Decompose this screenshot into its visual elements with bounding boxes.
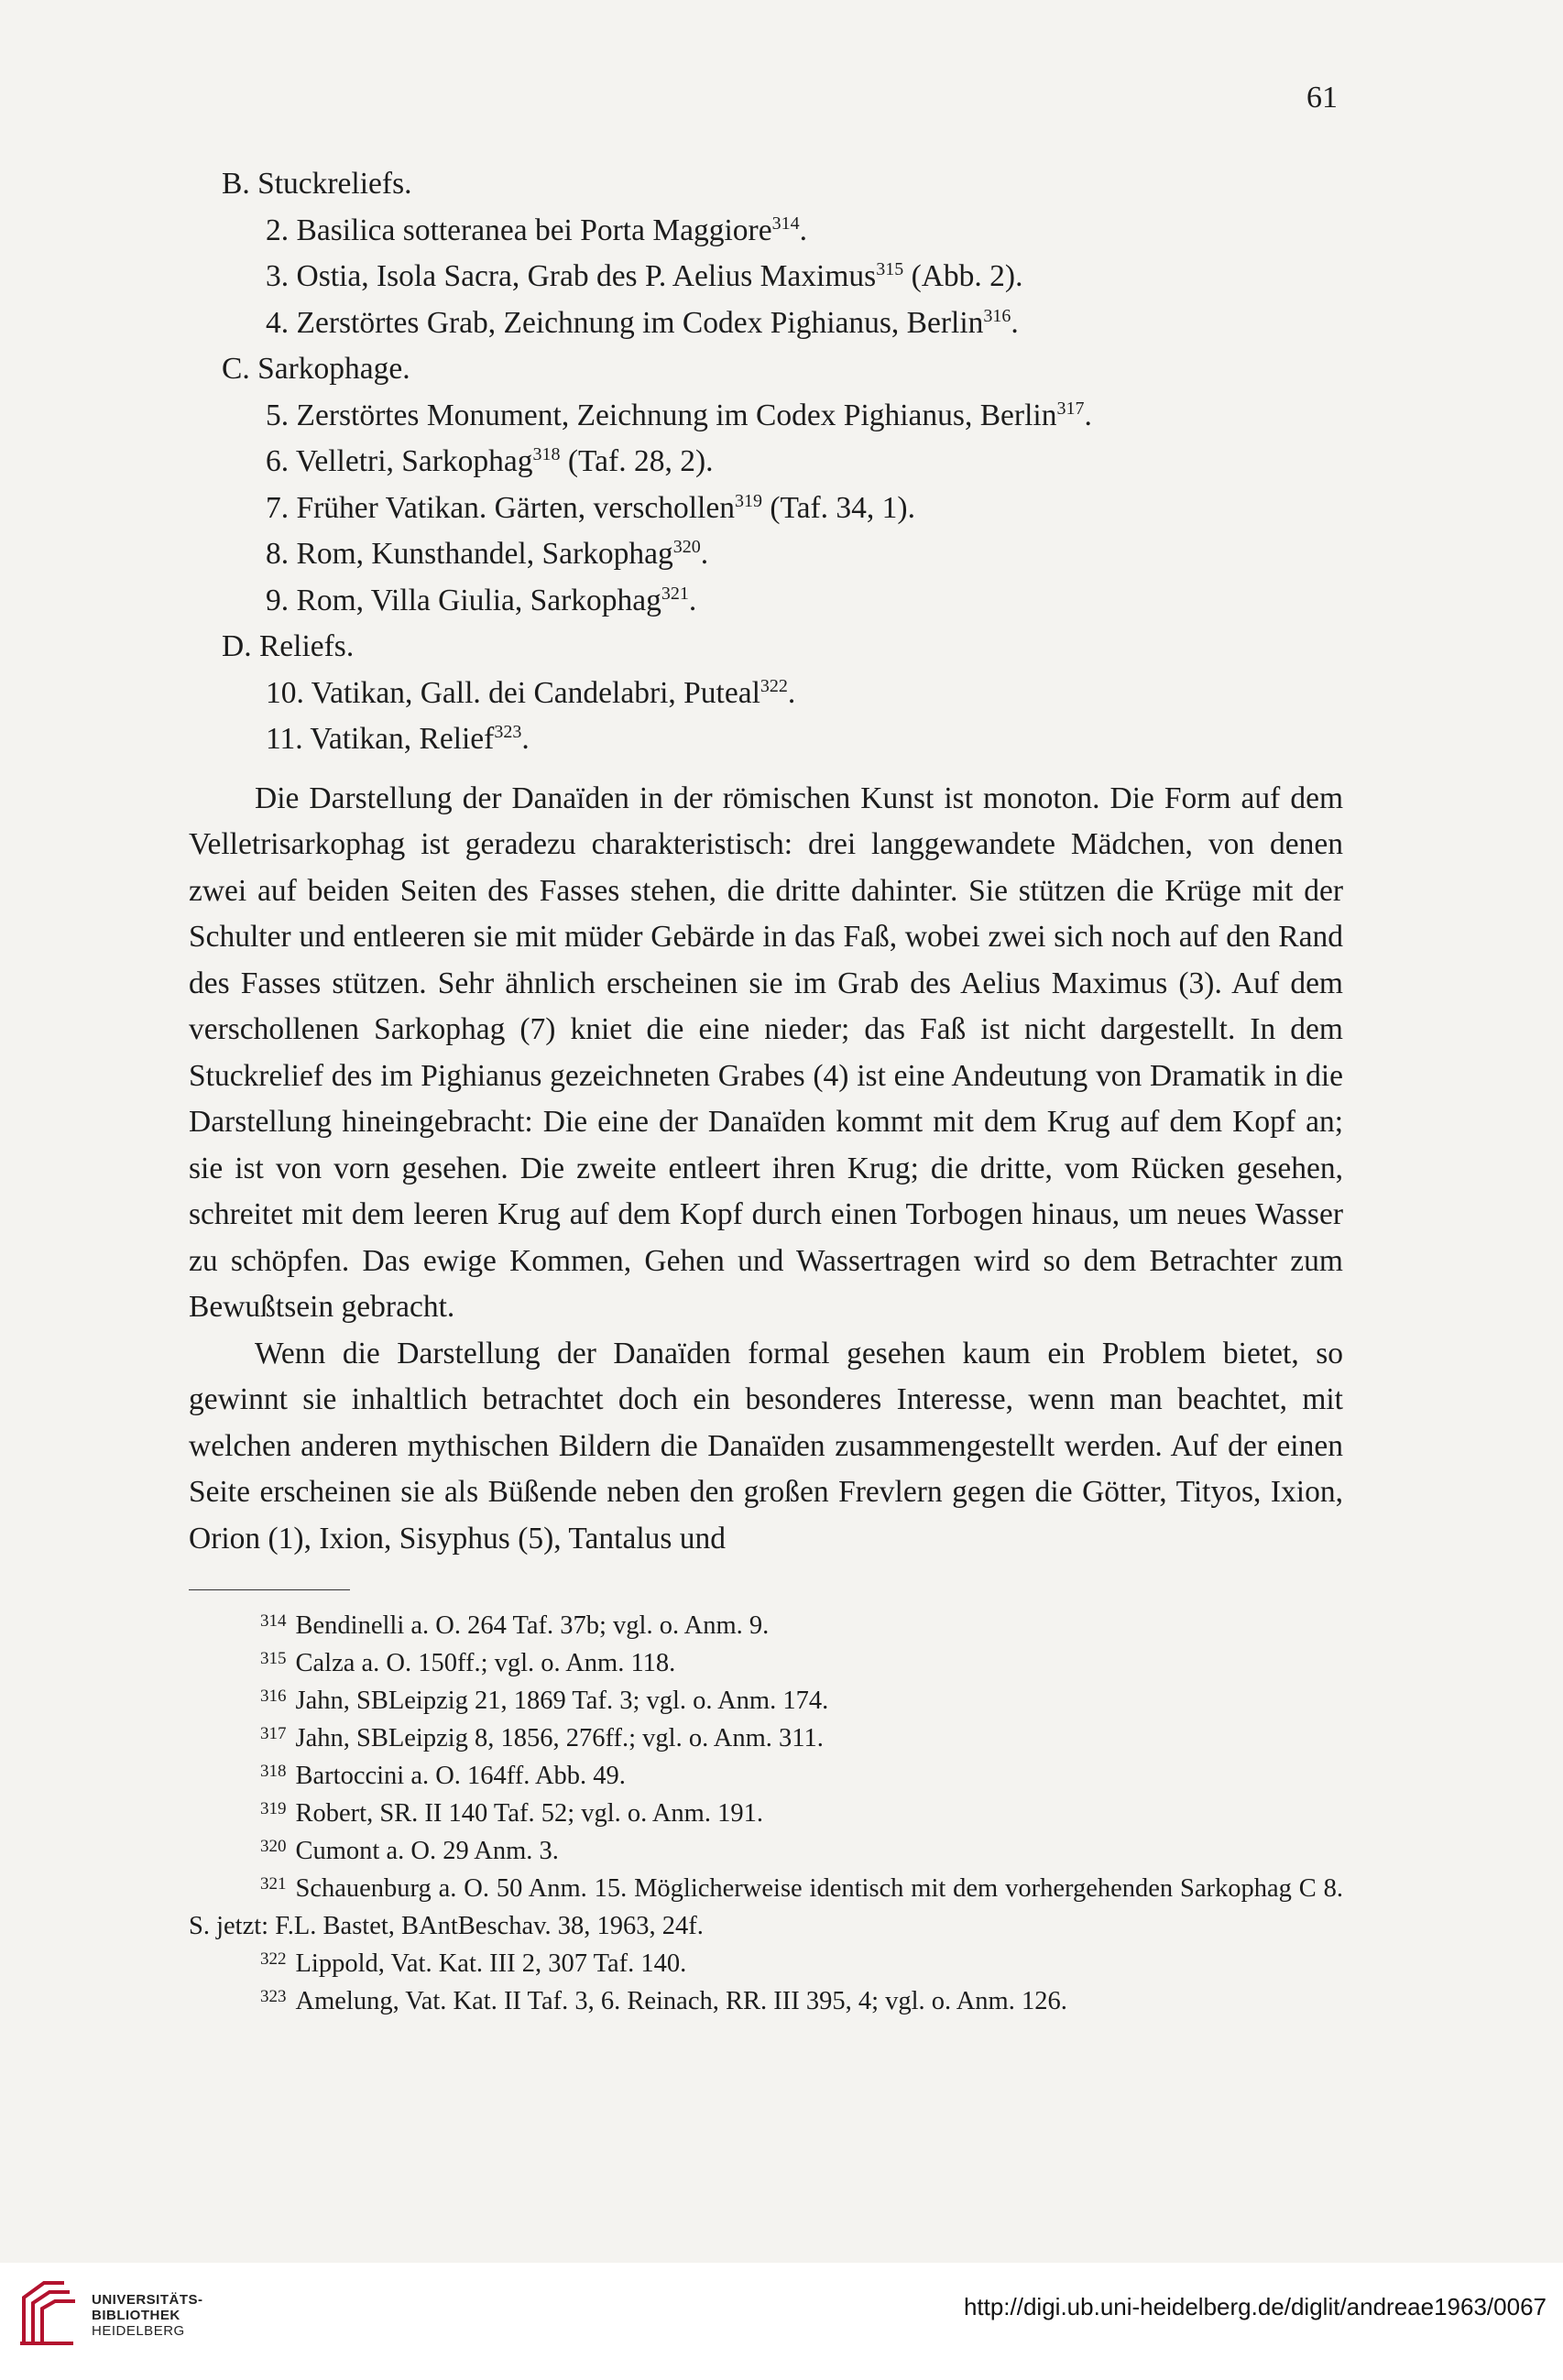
footnote-ref: 322	[760, 675, 788, 696]
footnote-rule	[189, 1589, 350, 1590]
library-name: UNIVERSITÄTS- BIBLIOTHEK HEIDELBERG	[92, 2292, 203, 2339]
list-item: 5. Zerstörtes Monument, Zeichnung im Codex Pighianus, Berlin$^{317}$.	[266, 398, 1092, 432]
footnote: $^{318}$ Bartoccini a. O. 164ff. Abb. 49.	[260, 1762, 626, 1790]
footnote-ref: 316	[983, 305, 1011, 326]
footnote: $^{321}$ Schauenburg a. O. 50 Anm. 15. Möglicherweise identisch mit dem vorhergehenden Sarkophag C 8. S. jetzt: F.L. Bastet, BAntBeschav. 38, 1963, 24f.	[189, 1874, 1343, 1940]
footnote-ref: 314	[771, 213, 800, 234]
list-item: 2. Basilica sotteranea bei Porta Maggiore$^{314}$.	[266, 213, 807, 247]
ub-heidelberg-logo-icon	[16, 2277, 81, 2347]
list-item: 9. Rom, Villa Giulia, Sarkophag$^{321}$.	[266, 583, 697, 617]
list-item: 8. Rom, Kunsthandel, Sarkophag$^{320}$.	[266, 537, 709, 571]
footnote: $^{320}$ Cumont a. O. 29 Anm. 3.	[260, 1837, 559, 1865]
paragraph: Wenn die Darstellung der Danaïden formal gesehen kaum ein Problem bietet, so gewinnt sie inhaltlich betrachtet doch ein besonderes Interesse, wenn man beachtet, mit welchen anderen mythischen Bildern die Danaïden zusammengestellt werden. Auf der einen Seite erscheinen sie als Büßende neben den großen Frevlern gegen die Götter, Tityos, Ixion, Orion (1), Ixion, Sisyphus (5), Tantalus und	[189, 1336, 1343, 1556]
list-item: 4. Zerstörtes Grab, Zeichnung im Codex Pighianus, Berlin$^{316}$.	[266, 305, 1019, 340]
footnote-ref: 323	[494, 722, 522, 742]
list-item: 10. Vatikan, Gall. dei Candelabri, Puteal$^{322}$.	[266, 675, 796, 710]
footnote-ref: 317	[1056, 398, 1085, 419]
footnote-ref: 321	[661, 583, 689, 604]
list-item: 11. Vatikan, Relief$^{323}$.	[266, 722, 530, 756]
footnote: $^{317}$ Jahn, SBLeipzig 8, 1856, 276ff.; vgl. o. Anm. 311.	[260, 1724, 824, 1752]
main-text	[189, 161, 1343, 1562]
section-heading-b: B. Stuckreliefs.	[222, 167, 412, 201]
footnote: $^{315}$ Calza a. O. 150ff.; vgl. o. Anm. 118.	[260, 1649, 676, 1677]
list-item: 7. Früher Vatikan. Gärten, verschollen$^{319}$ (Taf. 34, 1).	[266, 490, 915, 525]
footnote-ref: 320	[672, 537, 701, 557]
footnote-ref: 315	[876, 259, 904, 279]
footnote: $^{323}$ Amelung, Vat. Kat. II Taf. 3, 6. Reinach, RR. III 395, 4; vgl. o. Anm. 126.	[260, 1987, 1067, 2015]
source-url-link[interactable]: http://digi.ub.uni-heidelberg.de/diglit/andreae1963/0067	[963, 2293, 1547, 2320]
footnote-ref: 319	[734, 490, 762, 511]
section-heading-c: C. Sarkophage.	[222, 352, 410, 386]
list-item: 3. Ostia, Isola Sacra, Grab des P. Aelius Maximus$^{315}$ (Abb. 2).	[266, 259, 1023, 293]
page-number: 61	[1306, 81, 1338, 115]
list-item: 6. Velletri, Sarkophag$^{318}$ (Taf. 28, 2).	[266, 444, 714, 478]
footnotes	[189, 1607, 1343, 2020]
footnote-ref: 318	[532, 444, 561, 464]
section-heading-d: D. Reliefs.	[222, 629, 355, 663]
paragraph: Die Darstellung der Danaïden in der römischen Kunst ist monoton. Die Form auf dem Velletrisarkophag ist geradezu charakteristisch: drei langgewandete Mädchen, von denen zwei auf beiden Seiten des Fasses stehen, die dritte dahinter. Sie stützen die Krüge mit der Schulter und entleeren sie mit müder Gebärde in das Faß, wobei zwei sich noch auf den Rand des Fasses stützen. Sehr ähnlich erscheinen sie im Grab des Aelius Maximus (3). Auf dem verschollenen Sarkophag (7) kniet die eine nieder; das Faß ist nicht dargestellt. In dem Stuckrelief des im Pighianus gezeichneten Grabes (4) ist eine Andeutung von Dramatik in die Darstellung hineingebracht: Die eine der Danaïden kommt mit dem Krug auf dem Kopf an; sie ist von vorn gesehen. Die zweite entleert ihren Krug; die dritte, vom Rücken gesehen, schreitet mit dem leeren Krug auf dem Kopf durch einen Torbogen hinaus, um neues Wasser zu schöpfen. Das ewige Kommen, Gehen und Wassertragen wird so dem Betrachter zum Bewußtsein gebracht.	[189, 781, 1343, 1324]
footnote: $^{319}$ Robert, SR. II 140 Taf. 52; vgl. o. Anm. 191.	[260, 1799, 763, 1828]
footnote: $^{322}$ Lippold, Vat. Kat. III 2, 307 Taf. 140.	[260, 1949, 687, 1978]
footnote: $^{314}$ Bendinelli a. O. 264 Taf. 37b; vgl. o. Anm. 9.	[260, 1611, 770, 1640]
footer-bar	[0, 2263, 1563, 2380]
footnote: $^{316}$ Jahn, SBLeipzig 21, 1869 Taf. 3; vgl. o. Anm. 174.	[260, 1687, 829, 1715]
